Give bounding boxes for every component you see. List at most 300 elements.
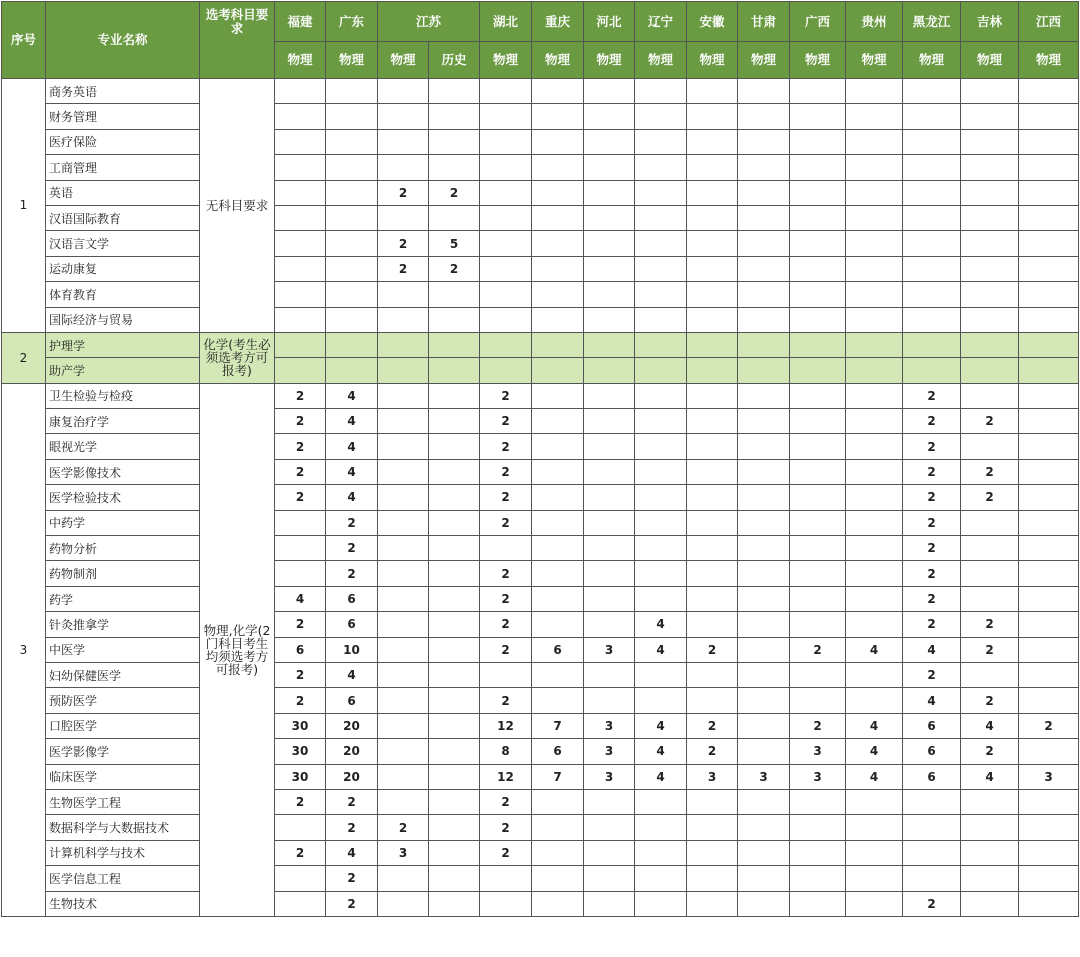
quota-cell [326, 79, 378, 104]
quota-cell: 2 [378, 180, 429, 205]
quota-cell [378, 688, 429, 713]
quota-cell [584, 662, 635, 687]
quota-cell: 2 [480, 409, 532, 434]
quota-cell [738, 561, 790, 586]
quota-cell [961, 282, 1019, 307]
quota-cell: 2 [790, 713, 846, 738]
quota-cell [790, 155, 846, 180]
quota-cell: 2 [378, 231, 429, 256]
quota-cell [790, 840, 846, 865]
quota-cell: 2 [903, 561, 961, 586]
subject-header: 物理 [903, 42, 961, 79]
quota-cell: 2 [903, 485, 961, 510]
quota-cell [635, 485, 687, 510]
quota-cell [846, 459, 903, 484]
quota-cell [275, 104, 326, 129]
quota-cell: 2 [275, 662, 326, 687]
quota-cell: 2 [275, 789, 326, 814]
table-row [2, 688, 1079, 713]
quota-cell [480, 205, 532, 230]
quota-cell [584, 129, 635, 154]
quota-cell [738, 891, 790, 916]
major-name-cell: 运动康复 [46, 256, 200, 281]
quota-cell [480, 79, 532, 104]
quota-cell [635, 155, 687, 180]
quota-cell [532, 409, 584, 434]
quota-cell: 2 [961, 612, 1019, 637]
quota-cell: 6 [532, 637, 584, 662]
quota-cell: 4 [326, 434, 378, 459]
quota-cell [326, 180, 378, 205]
quota-cell [532, 789, 584, 814]
quota-cell [687, 866, 738, 891]
quota-cell: 6 [275, 637, 326, 662]
province-header: 贵州 [846, 2, 903, 42]
quota-cell [635, 383, 687, 408]
quota-cell [790, 307, 846, 332]
quota-cell: 2 [326, 866, 378, 891]
table-row [2, 840, 1079, 865]
quota-cell: 4 [275, 586, 326, 611]
quota-cell: 4 [635, 713, 687, 738]
quota-cell [378, 485, 429, 510]
quota-cell [738, 637, 790, 662]
quota-cell: 2 [480, 840, 532, 865]
quota-cell [903, 231, 961, 256]
subject-header: 物理 [275, 42, 326, 79]
subject-requirement-cell: 化学(考生必须选考方可报考) [200, 332, 275, 383]
quota-cell: 2 [378, 256, 429, 281]
quota-cell [1019, 332, 1079, 357]
quota-cell: 2 [480, 586, 532, 611]
quota-cell [378, 561, 429, 586]
quota-cell [429, 840, 480, 865]
quota-cell: 2 [480, 561, 532, 586]
quota-cell [584, 688, 635, 713]
subject-header: 物理 [480, 42, 532, 79]
quota-cell: 20 [326, 739, 378, 764]
quota-cell [275, 561, 326, 586]
quota-cell [1019, 459, 1079, 484]
subject-header: 物理 [846, 42, 903, 79]
quota-cell [429, 129, 480, 154]
quota-cell: 2 [687, 637, 738, 662]
quota-cell: 3 [584, 739, 635, 764]
quota-cell [635, 180, 687, 205]
quota-cell: 2 [480, 688, 532, 713]
quota-cell [1019, 612, 1079, 637]
quota-cell [378, 434, 429, 459]
quota-cell: 2 [903, 434, 961, 459]
quota-cell [635, 662, 687, 687]
enrollment-plan-table [1, 1, 1079, 917]
quota-cell [378, 79, 429, 104]
quota-cell [429, 612, 480, 637]
quota-cell [584, 536, 635, 561]
subject-requirement-cell: 物理,化学(2门科目考生均须选考方可报考) [200, 383, 275, 916]
quota-cell [635, 561, 687, 586]
quota-cell [1019, 586, 1079, 611]
quota-cell: 2 [326, 561, 378, 586]
quota-cell: 4 [903, 688, 961, 713]
quota-cell [275, 536, 326, 561]
quota-cell: 6 [903, 764, 961, 789]
quota-cell [584, 155, 635, 180]
province-header: 安徽 [687, 2, 738, 42]
quota-cell [903, 307, 961, 332]
quota-cell [378, 612, 429, 637]
quota-cell [275, 815, 326, 840]
quota-cell [1019, 891, 1079, 916]
quota-cell [846, 129, 903, 154]
quota-cell [846, 891, 903, 916]
quota-cell: 3 [584, 637, 635, 662]
quota-cell [790, 612, 846, 637]
quota-cell [584, 256, 635, 281]
quota-cell: 2 [687, 713, 738, 738]
quota-cell [429, 764, 480, 789]
quota-cell [903, 104, 961, 129]
quota-cell [635, 586, 687, 611]
major-name-cell: 口腔医学 [46, 713, 200, 738]
quota-cell [584, 561, 635, 586]
quota-cell: 4 [635, 637, 687, 662]
quota-cell: 2 [903, 510, 961, 535]
quota-cell: 2 [326, 789, 378, 814]
quota-cell [1019, 662, 1079, 687]
quota-cell [903, 129, 961, 154]
quota-cell [275, 231, 326, 256]
quota-cell [961, 789, 1019, 814]
quota-cell: 4 [846, 637, 903, 662]
quota-cell [584, 586, 635, 611]
quota-cell [378, 891, 429, 916]
quota-cell [1019, 155, 1079, 180]
province-header: 广西 [790, 2, 846, 42]
quota-cell [429, 891, 480, 916]
quota-cell [738, 231, 790, 256]
quota-cell [378, 662, 429, 687]
major-name-cell: 体育教育 [46, 282, 200, 307]
quota-cell [687, 485, 738, 510]
major-name-cell: 医学影像技术 [46, 459, 200, 484]
quota-cell: 2 [326, 536, 378, 561]
major-name-cell: 英语 [46, 180, 200, 205]
quota-cell: 2 [378, 815, 429, 840]
quota-cell: 3 [378, 840, 429, 865]
seq-header: 序号 [2, 2, 46, 79]
quota-cell [1019, 129, 1079, 154]
quota-cell [429, 485, 480, 510]
quota-cell [687, 891, 738, 916]
quota-cell: 2 [903, 662, 961, 687]
quota-cell [790, 561, 846, 586]
quota-cell: 2 [903, 409, 961, 434]
quota-cell [275, 129, 326, 154]
quota-cell [532, 536, 584, 561]
quota-cell [480, 155, 532, 180]
quota-cell [635, 358, 687, 383]
quota-cell [635, 434, 687, 459]
major-name-cell: 生物技术 [46, 891, 200, 916]
quota-cell [532, 815, 584, 840]
quota-cell [687, 205, 738, 230]
quota-cell: 30 [275, 764, 326, 789]
quota-cell [790, 815, 846, 840]
subject-header: 物理 [378, 42, 429, 79]
major-name-cell: 数据科学与大数据技术 [46, 815, 200, 840]
quota-cell [846, 434, 903, 459]
quota-cell [687, 612, 738, 637]
quota-cell [532, 129, 584, 154]
quota-cell [961, 307, 1019, 332]
quota-cell [429, 586, 480, 611]
quota-cell [903, 205, 961, 230]
quota-cell [532, 205, 584, 230]
quota-cell [738, 256, 790, 281]
quota-cell: 2 [275, 434, 326, 459]
subject-header: 物理 [532, 42, 584, 79]
quota-cell [275, 866, 326, 891]
quota-cell: 4 [326, 409, 378, 434]
table-row [2, 358, 1079, 383]
quota-cell [584, 891, 635, 916]
major-name-cell: 预防医学 [46, 688, 200, 713]
quota-cell: 4 [326, 383, 378, 408]
quota-cell [584, 789, 635, 814]
quota-cell [532, 383, 584, 408]
quota-cell [532, 434, 584, 459]
quota-cell [738, 358, 790, 383]
quota-cell [532, 891, 584, 916]
quota-cell [903, 332, 961, 357]
quota-cell [429, 637, 480, 662]
quota-cell [532, 485, 584, 510]
table-row [2, 459, 1079, 484]
quota-cell: 3 [584, 713, 635, 738]
major-name-header: 专业名称 [46, 2, 200, 79]
quota-cell [687, 180, 738, 205]
quota-cell [635, 409, 687, 434]
quota-cell [1019, 434, 1079, 459]
table-row [2, 282, 1079, 307]
major-name-cell: 医学影像学 [46, 739, 200, 764]
quota-cell [687, 510, 738, 535]
quota-cell [480, 231, 532, 256]
quota-cell [961, 155, 1019, 180]
quota-cell [378, 739, 429, 764]
subject-header: 历史 [429, 42, 480, 79]
quota-cell: 2 [480, 434, 532, 459]
quota-cell [738, 485, 790, 510]
quota-cell [790, 332, 846, 357]
table-row [2, 231, 1079, 256]
table-body [2, 79, 1079, 917]
quota-cell [738, 612, 790, 637]
quota-cell: 3 [687, 764, 738, 789]
quota-cell [903, 789, 961, 814]
quota-cell: 4 [326, 662, 378, 687]
quota-cell [790, 662, 846, 687]
quota-cell [532, 586, 584, 611]
quota-cell [961, 434, 1019, 459]
quota-cell [429, 155, 480, 180]
table-row [2, 510, 1079, 535]
quota-cell [480, 891, 532, 916]
quota-cell [532, 612, 584, 637]
quota-cell [378, 510, 429, 535]
quota-cell [961, 332, 1019, 357]
quota-cell [429, 104, 480, 129]
quota-cell [326, 129, 378, 154]
quota-cell [687, 256, 738, 281]
table-row [2, 434, 1079, 459]
quota-cell [429, 536, 480, 561]
quota-cell [429, 866, 480, 891]
quota-cell [738, 713, 790, 738]
quota-cell [378, 764, 429, 789]
quota-cell [532, 180, 584, 205]
quota-cell [738, 739, 790, 764]
quota-cell [846, 612, 903, 637]
quota-cell [790, 434, 846, 459]
table-row [2, 586, 1079, 611]
quota-cell: 6 [326, 612, 378, 637]
quota-cell: 4 [326, 485, 378, 510]
quota-cell: 2 [480, 383, 532, 408]
quota-cell [738, 155, 790, 180]
quota-cell [846, 840, 903, 865]
quota-cell [903, 282, 961, 307]
quota-cell [584, 332, 635, 357]
quota-cell [635, 789, 687, 814]
quota-cell [378, 307, 429, 332]
table-row [2, 409, 1079, 434]
major-name-cell: 汉语言文学 [46, 231, 200, 256]
quota-cell: 4 [961, 713, 1019, 738]
subject-requirement-header: 选考科目要求 [200, 2, 275, 79]
quota-cell [584, 358, 635, 383]
quota-cell: 2 [326, 815, 378, 840]
major-name-cell: 临床医学 [46, 764, 200, 789]
quota-cell [326, 358, 378, 383]
quota-cell: 2 [275, 485, 326, 510]
quota-cell [378, 409, 429, 434]
quota-cell [903, 256, 961, 281]
quota-cell [790, 256, 846, 281]
quota-cell [584, 612, 635, 637]
quota-cell [532, 459, 584, 484]
quota-cell [584, 815, 635, 840]
quota-cell: 2 [961, 739, 1019, 764]
quota-cell: 5 [429, 231, 480, 256]
group-seq-cell: 2 [2, 332, 46, 383]
quota-cell [846, 307, 903, 332]
quota-cell [1019, 256, 1079, 281]
quota-cell [846, 510, 903, 535]
quota-cell [635, 104, 687, 129]
subject-header: 物理 [961, 42, 1019, 79]
quota-cell [790, 789, 846, 814]
quota-cell [635, 688, 687, 713]
quota-cell [687, 104, 738, 129]
quota-cell [846, 561, 903, 586]
quota-cell [687, 789, 738, 814]
quota-cell: 3 [584, 764, 635, 789]
quota-cell [532, 79, 584, 104]
quota-cell [532, 231, 584, 256]
quota-cell [738, 459, 790, 484]
quota-cell [378, 155, 429, 180]
quota-cell [738, 307, 790, 332]
major-name-cell: 生物医学工程 [46, 789, 200, 814]
quota-cell [532, 510, 584, 535]
quota-cell [687, 383, 738, 408]
quota-cell [687, 409, 738, 434]
quota-cell: 30 [275, 739, 326, 764]
quota-cell [378, 332, 429, 357]
major-name-cell: 汉语国际教育 [46, 205, 200, 230]
quota-cell [429, 789, 480, 814]
quota-cell [738, 282, 790, 307]
quota-cell [846, 205, 903, 230]
quota-cell [429, 358, 480, 383]
quota-cell: 2 [1019, 713, 1079, 738]
quota-cell: 2 [275, 409, 326, 434]
quota-cell [532, 866, 584, 891]
quota-cell [326, 256, 378, 281]
quota-cell [480, 307, 532, 332]
quota-cell [846, 815, 903, 840]
quota-cell: 7 [532, 764, 584, 789]
quota-cell [738, 434, 790, 459]
quota-cell [635, 205, 687, 230]
table-row [2, 205, 1079, 230]
quota-cell [738, 536, 790, 561]
major-name-cell: 计算机科学与技术 [46, 840, 200, 865]
major-name-cell: 中医学 [46, 637, 200, 662]
quota-cell [687, 840, 738, 865]
quota-cell: 6 [532, 739, 584, 764]
table-row [2, 180, 1079, 205]
quota-cell [846, 155, 903, 180]
quota-cell: 2 [429, 180, 480, 205]
table-row [2, 637, 1079, 662]
quota-cell [378, 459, 429, 484]
quota-cell [275, 155, 326, 180]
quota-cell [687, 434, 738, 459]
quota-cell [429, 688, 480, 713]
quota-cell [790, 282, 846, 307]
quota-cell [961, 891, 1019, 916]
quota-cell [790, 129, 846, 154]
table-row [2, 307, 1079, 332]
table-row [2, 739, 1079, 764]
quota-cell [961, 104, 1019, 129]
major-name-cell: 医疗保险 [46, 129, 200, 154]
quota-cell [635, 129, 687, 154]
quota-cell [1019, 485, 1079, 510]
quota-cell: 3 [1019, 764, 1079, 789]
province-header: 福建 [275, 2, 326, 42]
quota-cell [429, 282, 480, 307]
group-seq-cell: 1 [2, 79, 46, 333]
quota-cell [1019, 104, 1079, 129]
quota-cell [687, 79, 738, 104]
quota-cell: 6 [326, 586, 378, 611]
quota-cell [961, 536, 1019, 561]
quota-cell [903, 815, 961, 840]
